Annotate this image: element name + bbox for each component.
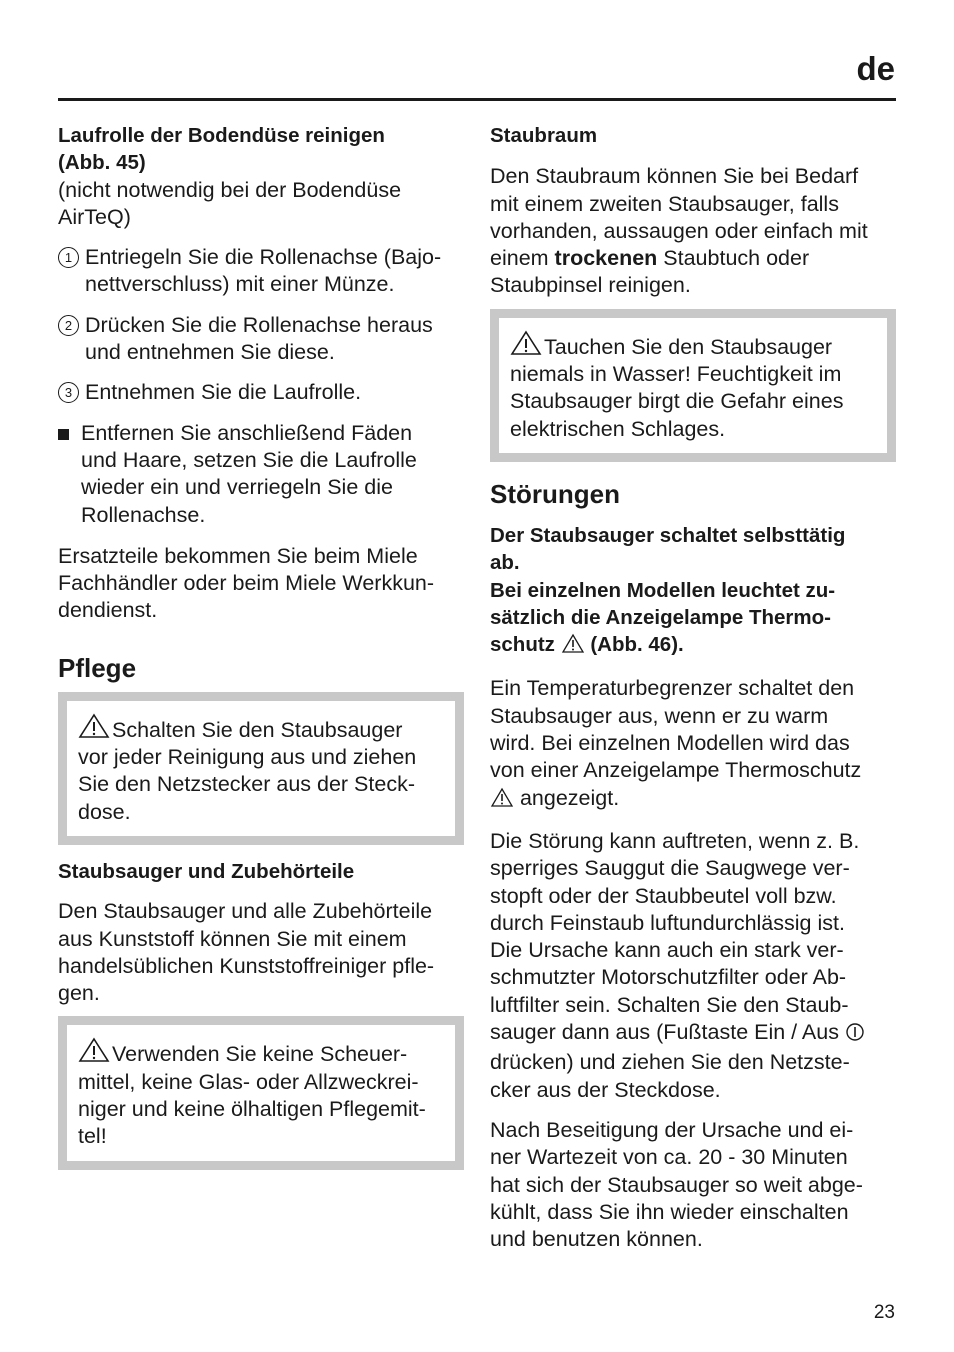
warning-icon (78, 1037, 110, 1063)
bullet-item: Entfernen Sie anschließend Fäden und Haare, setzen Sie die Laufrolle wieder ein und verriegeln Sie die Rollenachse. (58, 420, 464, 529)
step-2: 2 Drücken Sie die Rollenachse heraus und entnehmen Sie diese. (58, 312, 464, 367)
pflege-title: Pflege (58, 652, 137, 683)
warning-box-2: Verwenden Sie keine Scheuer- mittel, keine Glas- oder Allzweckrei- niger und keine ölhaltigen Pflegemit- tel! (58, 1016, 464, 1169)
warning-icon (78, 713, 110, 739)
step-number-1: 1 (58, 247, 79, 268)
stoerung-paragraph: Die Störung kann auftreten, wenn z. B. sperriges Sauggut die Saugwege ver- stopft oder der Staubbeutel voll bzw. durch Feinstaub luftundurchlässig ist. Die Ursache kann auch ein stark ver- schmutzter Motorschutzfilter oder Ab- luftfilter sein. Schalten Sie den Staub- sauger dann aus (Fußtaste Ein / Aus drücken) und ziehen Sie den Netzste- cker aus der Steckdose. (490, 828, 896, 1104)
warning-icon (510, 330, 542, 356)
warning-icon (490, 787, 514, 815)
emphasis-trockenen: trockenen (554, 246, 658, 271)
header-rule (58, 98, 896, 101)
step-number-3: 3 (58, 382, 79, 403)
right-column (490, 122, 896, 1253)
page-number: 23 (873, 1302, 895, 1323)
warning-icon (561, 633, 585, 661)
laufrolle-note: (nicht notwendig bei der Bodendüse AirTeQ) (58, 177, 402, 229)
step-number-2: 2 (58, 315, 79, 336)
zubehoer-heading: Staubsauger und Zubehörteile (58, 859, 355, 883)
temperatur-paragraph: Ein Temperaturbegrenzer schaltet den Staubsauger aus, wenn er zu warm wird. Bei einzelnen Modellen wird das von einer Anzeigelampe Thermoschutz angezeigt. (490, 675, 896, 814)
warning-box-1: Schalten Sie den Staubsauger vor jeder Reinigung aus und ziehen Sie den Netzstecker aus der Steck- dose. (58, 692, 464, 845)
power-symbol-icon (845, 1022, 865, 1049)
ersatzteile-paragraph: Ersatzteile bekommen Sie beim Miele Fachhändler oder beim Miele Werkkun- dendienst. (58, 543, 435, 623)
language-marker: de (856, 50, 895, 87)
square-bullet-icon (58, 429, 69, 440)
laufrolle-heading: Laufrolle der Bodendüse reinigen (Abb. 45) (58, 124, 385, 175)
stoerungen-title: Störungen (490, 478, 620, 509)
step-1: 1 Entriegeln Sie die Rollenachse (Bajo- nettverschluss) mit einer Münze. (58, 244, 464, 299)
step-3: 3 Entnehmen Sie die Laufrolle. (58, 379, 464, 406)
nach-beseitigung-paragraph: Nach Beseitigung der Ursache und ei- ner Wartezeit von ca. 20 - 30 Minuten hat sich der Staubsauger so weit abge- kühlt, dass Sie ihn wieder einschalten und benutzen können. (490, 1117, 863, 1252)
zubehoer-paragraph: Den Staubsauger und alle Zubehörteile aus Kunststoff können Sie mit einem handelsüblichen Kunststoffreiniger pfle- gen. (58, 899, 435, 1006)
staubraum-heading: Staubraum (490, 124, 598, 147)
warning-box-3: Tauchen Sie den Staubsauger niemals in Wasser! Feuchtigkeit im Staubsauger birgt die Gefahr eines elektrischen Schlages. (490, 309, 896, 462)
left-column (58, 122, 464, 1170)
stoerungen-subheading: Der Staubsauger schaltet selbsttätig ab. Bei einzelnen Modellen leuchtet zu- sätzlich die Anzeigelampe Thermo- schutz (Abb. 46). (490, 522, 896, 661)
staubraum-paragraph: Den Staubraum können Sie bei Bedarf mit einem zweiten Staubsauger, falls vorhanden, aussaugen oder einfach mit einem trockenen Staubtuch oder Staubpinsel reinigen. (490, 164, 868, 298)
